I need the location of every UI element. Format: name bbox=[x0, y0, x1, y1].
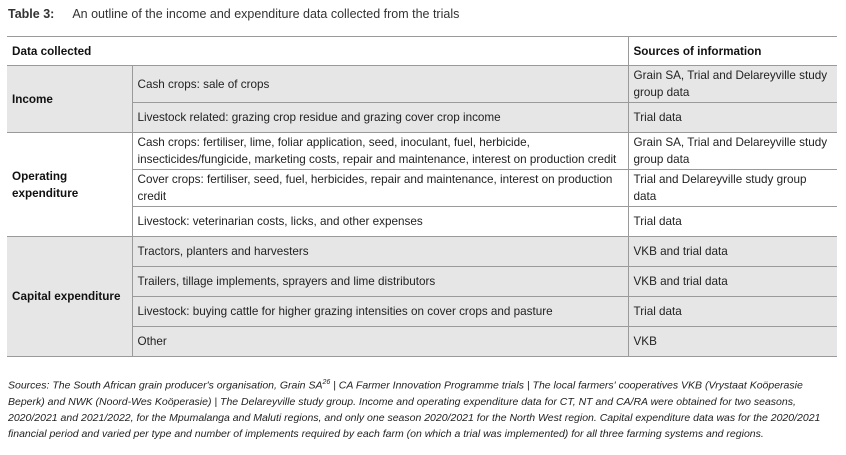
row-source: VKB bbox=[628, 327, 837, 357]
table-caption bbox=[8, 7, 459, 21]
table-row bbox=[7, 66, 837, 103]
category-operating-expenditure: Operating expenditure bbox=[7, 133, 132, 237]
row-source: Grain SA, Trial and Delareyville study group data bbox=[628, 66, 837, 103]
notes-text: | CA Farmer Innovation Programme trials | The local farmers' cooperatives VKB (Vrystaat Koöperasie Beperk) and NWK (Noord-Wes Koöperasie) | The Delareyville study group. Income and operating expenditure data for CT, NT and CA/RA were obtained for two seasons, 2020/2021 and 2021/2022, for the Mpumalanga and Maluti regions, and only one season 2020/2021 for the North West region. Capital expenditure data was for the 2020/2021 financial period and varied per type and number of implements required by each farm (on which a trial was implemented) for all three farming systems and regions. bbox=[8, 379, 821, 440]
row-item: Livestock related: grazing crop residue and grazing cover crop income bbox=[132, 103, 628, 133]
row-item: Other bbox=[132, 327, 628, 357]
row-source: Trial data bbox=[628, 103, 837, 133]
row-source: VKB and trial data bbox=[628, 237, 837, 267]
row-source: Trial data bbox=[628, 297, 837, 327]
notes-sources-lead: Sources: The South African grain producer's organisation, Grain SA bbox=[8, 379, 323, 392]
footnote-ref: 26 bbox=[322, 379, 331, 386]
header-data-collected: Data collected bbox=[7, 37, 628, 66]
table-row bbox=[7, 103, 837, 133]
caption-number: Table 3: bbox=[8, 7, 55, 21]
category-capital-expenditure: Capital expenditure bbox=[7, 237, 132, 357]
table-row bbox=[7, 297, 837, 327]
row-item: Tractors, planters and harvesters bbox=[132, 237, 628, 267]
row-item: Cover crops: fertiliser, seed, fuel, herbicides, repair and maintenance, interest on production credit bbox=[132, 170, 628, 207]
row-item: Livestock: veterinarian costs, licks, and other expenses bbox=[132, 207, 628, 237]
header-sources: Sources of information bbox=[628, 37, 837, 66]
table-row bbox=[7, 327, 837, 357]
row-item: Cash crops: fertiliser, lime, foliar application, seed, inoculant, fuel, herbicide, insecticides/fungicide, marketing costs, repair and maintenance, interest on production credit bbox=[132, 133, 628, 170]
row-item: Livestock: buying cattle for higher grazing intensities on cover crops and pasture bbox=[132, 297, 628, 327]
table-row bbox=[7, 237, 837, 267]
data-table bbox=[7, 36, 837, 357]
caption-text: An outline of the income and expenditure data collected from the trials bbox=[72, 7, 460, 21]
table-row bbox=[7, 170, 837, 207]
category-income: Income bbox=[7, 66, 132, 133]
row-source: VKB and trial data bbox=[628, 267, 837, 297]
row-item: Cash crops: sale of crops bbox=[132, 66, 628, 103]
row-source: Trial and Delareyville study group data bbox=[628, 170, 837, 207]
row-item: Trailers, tillage implements, sprayers and lime distributors bbox=[132, 267, 628, 297]
row-source: Grain SA, Trial and Delareyville study group data bbox=[628, 133, 837, 170]
table-row bbox=[7, 207, 837, 237]
table-row bbox=[7, 267, 837, 297]
table-row bbox=[7, 133, 837, 170]
row-source: Trial data bbox=[628, 207, 837, 237]
table-notes bbox=[8, 375, 840, 442]
